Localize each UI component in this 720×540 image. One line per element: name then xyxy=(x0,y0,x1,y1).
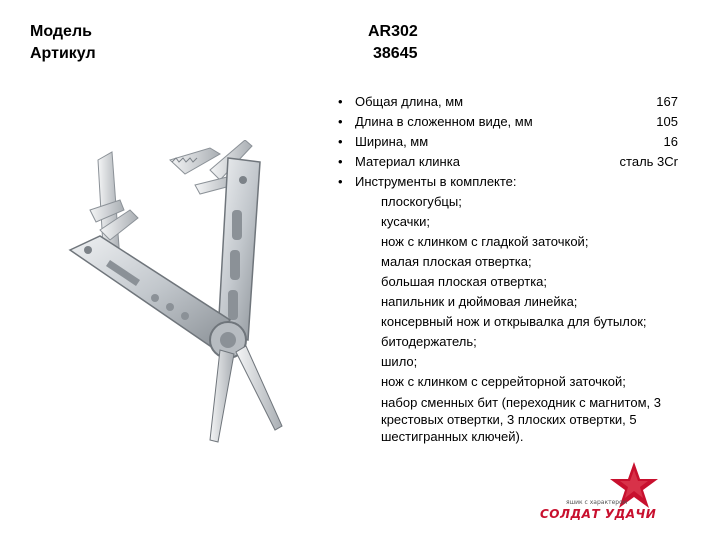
tool-item: нож с клинком с серрейторной заточкой; xyxy=(381,374,626,389)
model-value: AR302 xyxy=(368,23,418,40)
spec-label: Длина в сложенном виде, мм xyxy=(355,114,533,129)
logo-name: СОЛДАТ УДАЧИ xyxy=(540,507,657,521)
tool-list xyxy=(381,192,691,445)
spec-label: Общая длина, мм xyxy=(355,94,464,109)
spec-item xyxy=(338,92,678,112)
spec-label: Инструменты в комплекте: xyxy=(355,174,517,189)
spec-value: 167 xyxy=(656,94,678,109)
tool-item: консервный нож и открывалка для бутылок; xyxy=(381,314,647,329)
model-label: Модель xyxy=(30,23,92,40)
spec-value: сталь 3Cr xyxy=(619,154,678,169)
logo-tagline: яшик с характером xyxy=(566,499,628,506)
multitool-image xyxy=(60,140,320,450)
tool-item: шило; xyxy=(381,354,418,369)
brand-logo xyxy=(540,462,660,530)
header-values xyxy=(368,21,418,65)
spec-value: 16 xyxy=(663,134,678,149)
spec-list xyxy=(338,92,678,192)
tool-item: кусачки; xyxy=(381,214,430,229)
header-labels xyxy=(30,21,96,65)
tool-item: малая плоская отвертка; xyxy=(381,254,532,269)
tool-item: напильник и дюймовая линейка; xyxy=(381,294,578,309)
spec-value: 105 xyxy=(656,114,678,129)
spec-label: Ширина, мм xyxy=(355,134,429,149)
article-label: Артикул xyxy=(30,45,96,62)
tool-item: набор сменных бит (переходник с магнитом, 3 крестовых отвертки, 3 плоских отвертки, 5 шестигранных ключей). xyxy=(381,395,661,444)
spec-item xyxy=(338,112,678,132)
tool-item: большая плоская отвертка; xyxy=(381,274,548,289)
tool-item: нож с клинком с гладкой заточкой; xyxy=(381,234,589,249)
spec-item xyxy=(338,152,678,172)
tool-item: плоскогубцы; xyxy=(381,194,462,209)
article-value: 38645 xyxy=(373,45,418,62)
spec-item xyxy=(338,172,678,192)
spec-label: Материал клинка xyxy=(355,154,460,169)
spec-item xyxy=(338,132,678,152)
tool-item: битодержатель; xyxy=(381,334,477,349)
